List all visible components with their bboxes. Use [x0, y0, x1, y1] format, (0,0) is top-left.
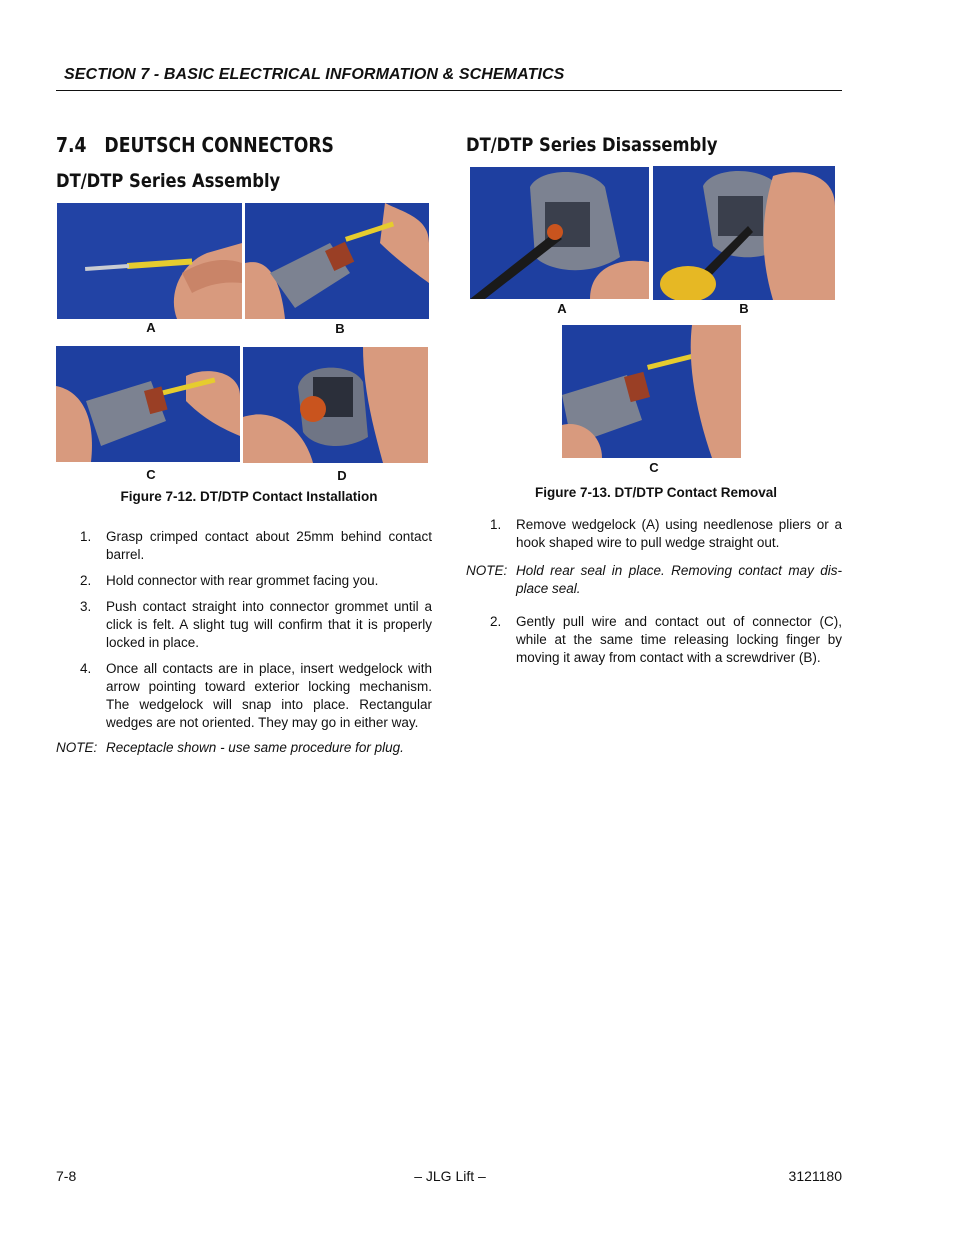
photo-label-d: D [337, 468, 347, 483]
removal-step-2 [466, 613, 842, 667]
disassembly-subheading: DT/DTP Series Disassembly [466, 134, 718, 156]
document-number: 3121180 [788, 1168, 842, 1184]
page-number: 7-8 [56, 1168, 77, 1184]
list-item: 1. Remove wedgelock (A) using needlenose pliers or a hook shaped wire to pull wedge straight out. [490, 517, 842, 550]
removal-note: NOTE: Hold rear seal in place. Removing contact may dis-place seal. [466, 563, 842, 596]
list-item: 3. Push contact straight into connector grommet until a click is felt. A slight tug will confirm that it is properly locked in place. [80, 599, 432, 650]
section-title: SECTION 7 - BASIC ELECTRICAL INFORMATION & SCHEMATICS [64, 66, 565, 83]
photo-removal-a [470, 167, 649, 299]
photo-label-c: C [649, 460, 659, 475]
assembly-note: NOTE: Receptacle shown - use same procedure for plug. [56, 740, 404, 755]
list-item: 4. Once all contacts are in place, insert wedgelock with arrow pointing toward exterior locking mechanism. The wedgelock will snap into place. Rectangular wedges are not oriented. They may go in either way. [80, 661, 432, 730]
photo-assembly-d [243, 347, 428, 463]
section-heading: 7.4 DEUTSCH CONNECTORS [56, 133, 334, 157]
list-item: 2. Gently pull wire and contact out of connector (C), while at the same time releasing locking finger by moving it away from contact with a screwdriver (B). [490, 614, 842, 665]
photo-assembly-a [57, 203, 242, 319]
footer-publisher: – JLG Lift – [414, 1168, 486, 1184]
photo-removal-b [653, 166, 835, 300]
photo-label-a: A [146, 320, 156, 335]
photo-label-b: B [335, 321, 345, 336]
figure-caption-installation: Figure 7-12. DT/DTP Contact Installation [120, 489, 378, 504]
photo-label-b: B [739, 301, 749, 316]
photo-assembly-c [56, 346, 240, 462]
list-item: 2. Hold connector with rear grommet facing you. [80, 573, 379, 588]
assembly-steps [56, 528, 432, 732]
removal-step-1 [466, 516, 842, 552]
list-item: 1. Grasp crimped contact about 25mm behind contact barrel. [80, 529, 432, 562]
header-rule [56, 90, 842, 91]
photo-assembly-b [245, 203, 429, 319]
photo-removal-c [562, 325, 741, 458]
figure-caption-removal: Figure 7-13. DT/DTP Contact Removal [534, 485, 778, 500]
assembly-subheading: DT/DTP Series Assembly [56, 170, 281, 192]
photo-label-c: C [146, 467, 156, 482]
photo-label-a: A [557, 301, 567, 316]
